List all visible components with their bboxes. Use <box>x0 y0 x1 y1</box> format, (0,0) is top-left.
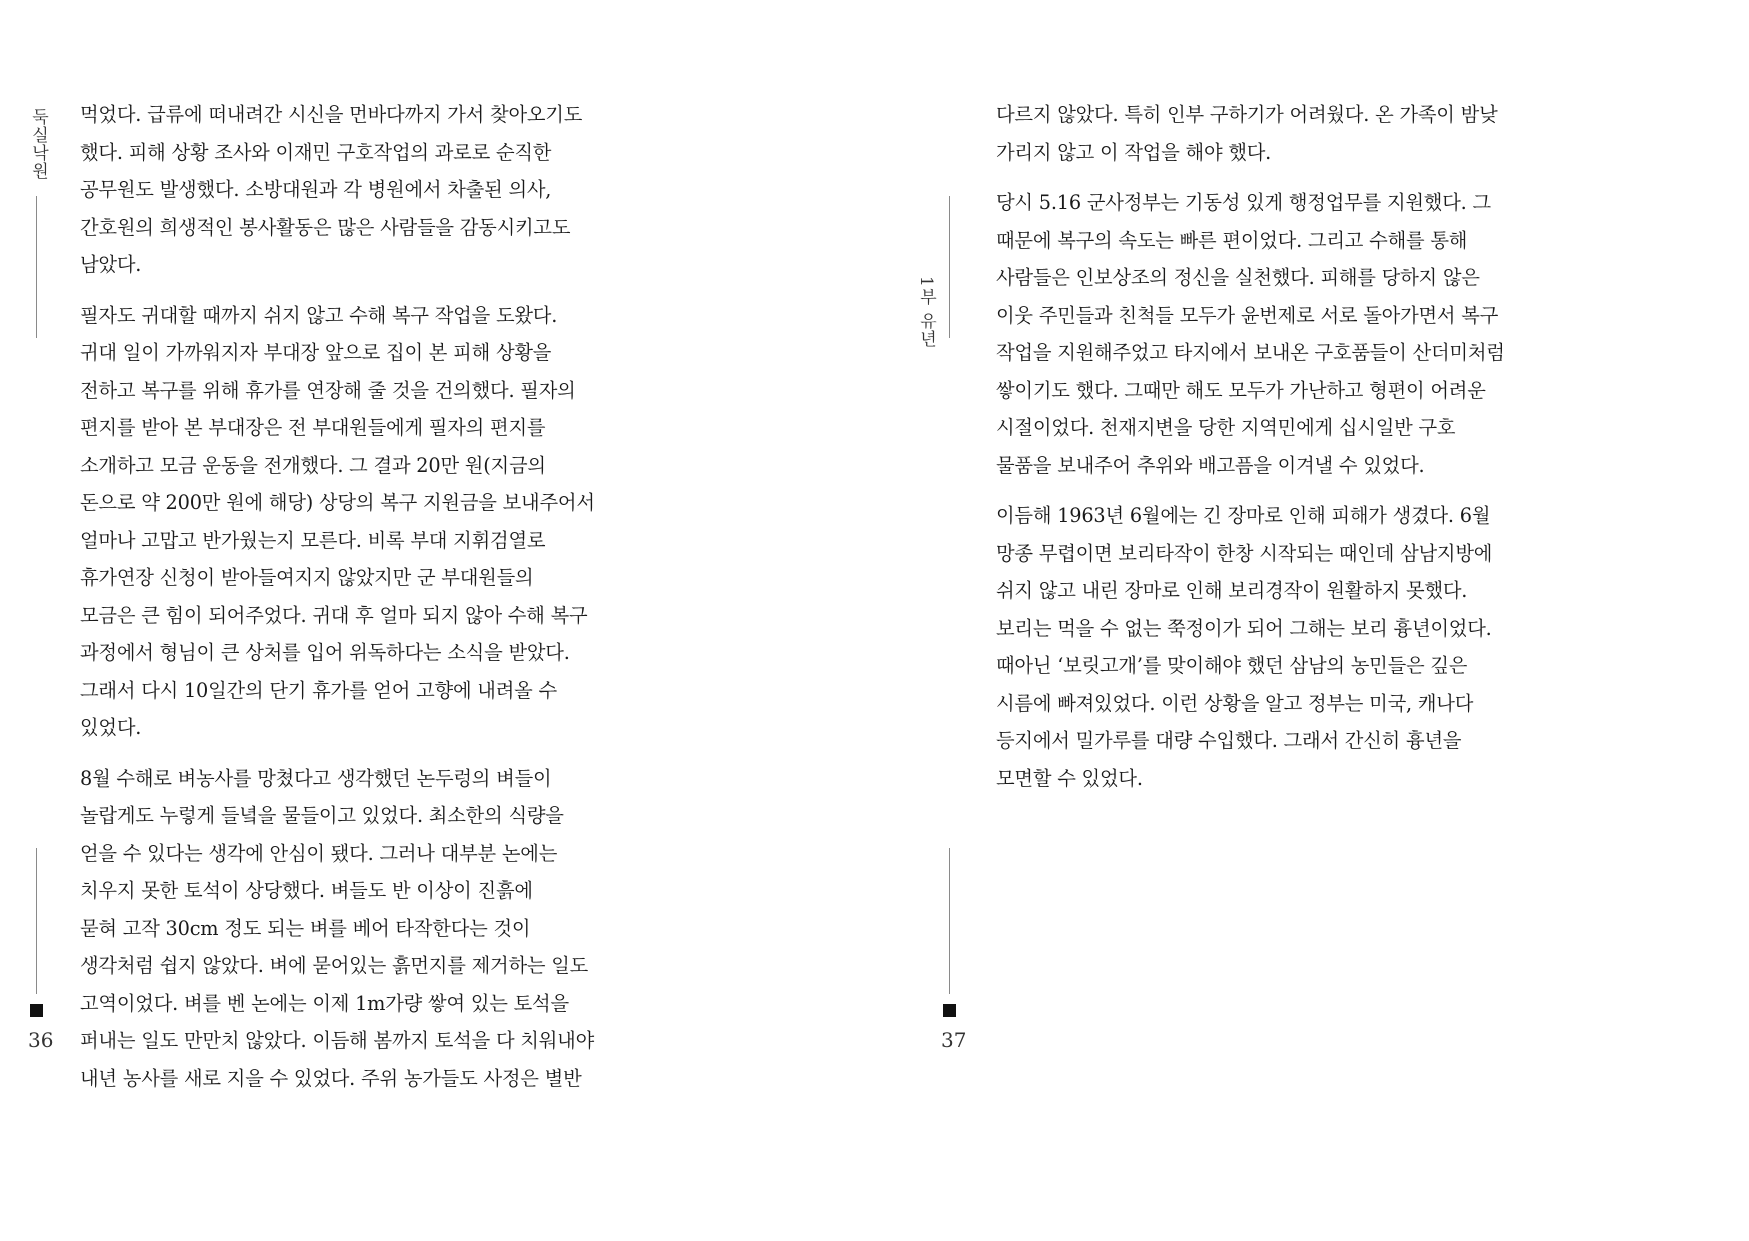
text-line: 망종 무렵이면 보리타작이 한창 시작되는 때인데 삼남지방에 <box>996 541 1493 565</box>
text-line: 시절이었다. 천재지변을 당한 지역민에게 십시일반 구호 <box>996 416 1456 439</box>
text-line: 그래서 다시 10일간의 단기 휴가를 얻어 고향에 내려올 수 <box>80 678 557 702</box>
text-line: 얼마나 고맙고 반가웠는지 모른다. 비록 부대 지휘검열로 <box>80 528 546 552</box>
text-line: 있었다. <box>80 716 142 739</box>
right-page <box>874 0 1749 1241</box>
text-line: 소개하고 모금 운동을 전개했다. 그 결과 20만 원(지금의 <box>80 453 546 477</box>
text-line: 퍼내는 일도 만만치 않았다. 이듬해 봄까지 토석을 다 치워내야 <box>80 1029 595 1052</box>
text-line: 필자도 귀대할 때까지 쉬지 않고 수해 복구 작업을 도왔다. <box>80 303 558 327</box>
text-line: 사람들은 인보상조의 정신을 실천했다. 피해를 당하지 않은 <box>996 266 1480 289</box>
text-line: 얻을 수 있다는 생각에 안심이 됐다. 그러나 대부분 논에는 <box>80 841 558 865</box>
text-line: 때문에 복구의 속도는 빠른 편이었다. 그리고 수해를 통해 <box>996 228 1468 252</box>
text-line: 쉬지 않고 내린 장마로 인해 보리경작이 원활하지 못했다. <box>996 579 1468 602</box>
margin-rule-top <box>36 196 37 338</box>
text-line: 남았다. <box>80 253 142 276</box>
left-page <box>0 0 874 1241</box>
paragraph <box>80 96 595 284</box>
text-line: 이웃 주민들과 친척들 모두가 윤번제로 서로 돌아가면서 복구 <box>996 303 1499 327</box>
margin-rule-bottom <box>36 848 37 994</box>
margin-rule-bottom <box>949 848 950 994</box>
text-line: 가리지 않고 이 작업을 해야 했다. <box>996 140 1272 164</box>
text-line: 시름에 빠져있었다. 이런 상황을 알고 정부는 미국, 캐나다 <box>996 691 1474 715</box>
body-text <box>80 96 595 1110</box>
text-line: 했다. 피해 상황 조사와 이재민 구호작업의 과로로 순직한 <box>80 140 552 164</box>
margin-rule-top <box>949 196 950 338</box>
page-marker-square <box>943 1004 956 1017</box>
paragraph <box>80 297 595 747</box>
text-line: 귀대 일이 가까워지자 부대장 앞으로 집이 본 피해 상황을 <box>80 341 552 364</box>
text-line: 생각처럼 쉽지 않았다. 벼에 묻어있는 흙먼지를 제거하는 일도 <box>80 954 589 977</box>
text-line: 모면할 수 있었다. <box>996 766 1143 790</box>
text-line: 간호원의 희생적인 봉사활동은 많은 사람들을 감동시키고도 <box>80 215 571 239</box>
paragraph <box>996 497 1505 797</box>
text-line: 내년 농사를 새로 지을 수 있었다. 주위 농가들도 사정은 별반 <box>80 1066 582 1090</box>
text-line: 고역이었다. 벼를 벤 논에는 이제 1m가량 쌓여 있는 토석을 <box>80 991 569 1015</box>
page-number: 36 <box>28 1028 54 1052</box>
text-line: 보리는 먹을 수 없는 쭉정이가 되어 그해는 보리 흉년이었다. <box>996 616 1492 640</box>
text-line: 먹었다. 급류에 떠내려간 시신을 먼바다까지 가서 찾아오기도 <box>80 103 583 126</box>
text-line: 때아닌 ‘보릿고개’를 맞이해야 했던 삼남의 농민들은 깊은 <box>996 654 1468 677</box>
running-title: 1부 유년 <box>916 276 936 349</box>
text-line: 놀랍게도 누렇게 들녘을 물들이고 있었다. 최소한의 식량을 <box>80 804 564 827</box>
text-line: 작업을 지원해주었고 타지에서 보내온 구호품들이 산더미처럼 <box>996 341 1505 364</box>
text-line: 공무원도 발생했다. 소방대원과 각 병원에서 차출된 의사, <box>80 178 552 201</box>
text-line: 당시 5.16 군사정부는 기동성 있게 행정업무를 지원했다. 그 <box>996 191 1491 214</box>
running-title: 둑실낙원 <box>28 108 48 180</box>
text-line: 이듬해 1963년 6월에는 긴 장마로 인해 피해가 생겼다. 6월 <box>996 504 1491 527</box>
paragraph <box>80 760 595 1098</box>
paragraph <box>996 96 1505 171</box>
text-line: 편지를 받아 본 부대장은 전 부대원들에게 필자의 편지를 <box>80 416 546 439</box>
text-line: 휴가연장 신청이 받아들여지지 않았지만 군 부대원들의 <box>80 566 534 589</box>
body-text <box>996 96 1505 810</box>
text-line: 묻혀 고작 30cm 정도 되는 벼를 베어 타작한다는 것이 <box>80 916 531 940</box>
text-line: 치우지 못한 토석이 상당했다. 벼들도 반 이상이 진흙에 <box>80 879 533 902</box>
text-line: 모금은 큰 힘이 되어주었다. 귀대 후 얼마 되지 않아 수해 복구 <box>80 603 588 627</box>
page-number: 37 <box>941 1028 967 1052</box>
text-line: 쌓이기도 했다. 그때만 해도 모두가 가난하고 형편이 어려운 <box>996 378 1486 402</box>
text-line: 8월 수해로 벼농사를 망쳤다고 생각했던 논두렁의 벼들이 <box>80 766 552 790</box>
paragraph <box>996 184 1505 484</box>
text-line: 물품을 보내주어 추위와 배고픔을 이겨낼 수 있었다. <box>996 453 1425 477</box>
text-line: 돈으로 약 200만 원에 해당) 상당의 복구 지원금을 보내주어서 <box>80 491 595 514</box>
text-line: 과정에서 형님이 큰 상처를 입어 위독하다는 소식을 받았다. <box>80 641 570 664</box>
text-line: 다르지 않았다. 특히 인부 구하기가 어려웠다. 온 가족이 밤낮 <box>996 103 1498 126</box>
text-line: 전하고 복구를 위해 휴가를 연장해 줄 것을 건의했다. 필자의 <box>80 378 576 402</box>
text-line: 등지에서 밀가루를 대량 수입했다. 그래서 간신히 흉년을 <box>996 729 1462 752</box>
page-marker-square <box>30 1004 43 1017</box>
